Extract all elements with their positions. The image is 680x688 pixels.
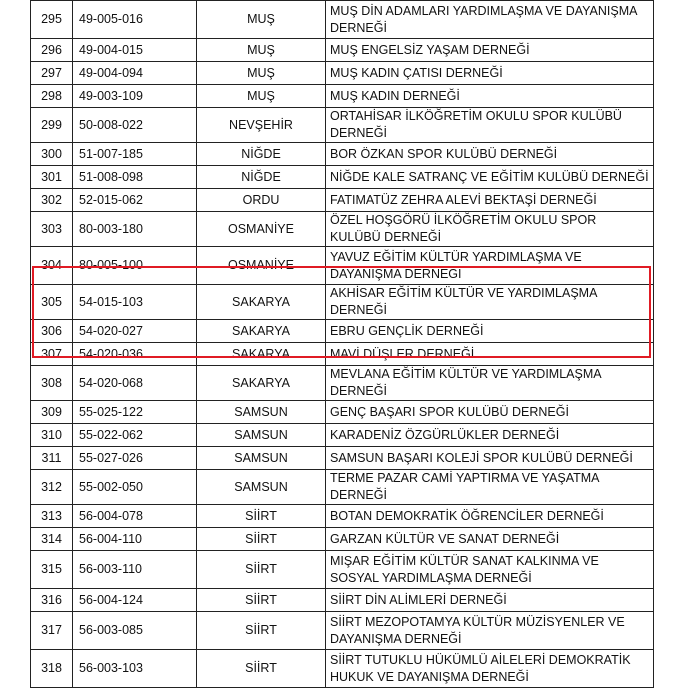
row-association-name: GENÇ BAŞARI SPOR KULÜBÜ DERNEĞİ [326, 401, 654, 424]
row-number: 314 [31, 528, 73, 551]
row-association-name: MEVLANA EĞİTİM KÜLTÜR VE YARDIMLAŞMA DERNEĞİ [326, 366, 654, 401]
row-number: 311 [31, 447, 73, 470]
row-code: 56-003-085 [73, 612, 197, 650]
table-row-highlighted [31, 343, 654, 366]
row-number: 307 [31, 343, 73, 366]
row-city: NİĞDE [197, 166, 326, 189]
table-row [31, 85, 654, 108]
row-city: MUŞ [197, 1, 326, 39]
row-city: SİİRT [197, 528, 326, 551]
row-city: SAKARYA [197, 285, 326, 320]
table-row [31, 62, 654, 85]
row-city: NİĞDE [197, 143, 326, 166]
row-number: 299 [31, 108, 73, 143]
row-association-name: MUŞ ENGELSİZ YAŞAM DERNEĞİ [326, 39, 654, 62]
row-association-name: BOR ÖZKAN SPOR KULÜBÜ DERNEĞİ [326, 143, 654, 166]
row-code: 56-004-078 [73, 505, 197, 528]
row-association-name: MAVİ DÜŞLER DERNEĞİ [326, 343, 654, 366]
row-number: 308 [31, 366, 73, 401]
row-code: 49-004-094 [73, 62, 197, 85]
row-code: 49-004-015 [73, 39, 197, 62]
row-association-name: MUŞ KADIN ÇATISI DERNEĞİ [326, 62, 654, 85]
row-number: 305 [31, 285, 73, 320]
row-association-name: BOTAN DEMOKRATİK ÖĞRENCİLER DERNEĞİ [326, 505, 654, 528]
row-city: OSMANİYE [197, 212, 326, 247]
row-code: 54-015-103 [73, 285, 197, 320]
row-association-name: FATIMATÜZ ZEHRA ALEVİ BEKTAŞİ DERNEĞİ [326, 189, 654, 212]
table-row [31, 589, 654, 612]
table-row [31, 143, 654, 166]
row-code: 50-008-022 [73, 108, 197, 143]
table-row [31, 247, 654, 285]
table-row [31, 650, 654, 688]
row-city: SAKARYA [197, 343, 326, 366]
table-row [31, 424, 654, 447]
row-association-name: MIŞAR EĞİTİM KÜLTÜR SANAT KALKINMA VE SOSYAL YARDIMLAŞMA DERNEĞİ [326, 551, 654, 589]
row-code: 55-025-122 [73, 401, 197, 424]
row-number: 304 [31, 247, 73, 285]
row-code: 56-003-110 [73, 551, 197, 589]
row-code: 80-003-180 [73, 212, 197, 247]
table-row [31, 189, 654, 212]
row-association-name: AKHİSAR EĞİTİM KÜLTÜR VE YARDIMLAŞMA DERNEĞİ [326, 285, 654, 320]
row-city: SİİRT [197, 612, 326, 650]
row-number: 309 [31, 401, 73, 424]
row-number: 310 [31, 424, 73, 447]
table-row-highlighted [31, 320, 654, 343]
table-row [31, 470, 654, 505]
row-number: 317 [31, 612, 73, 650]
row-city: SAMSUN [197, 401, 326, 424]
table-row [31, 39, 654, 62]
row-code: 56-004-110 [73, 528, 197, 551]
row-city: SAKARYA [197, 320, 326, 343]
row-number: 302 [31, 189, 73, 212]
row-number: 315 [31, 551, 73, 589]
row-association-name: MUŞ DİN ADAMLARI YARDIMLAŞMA VE DAYANIŞMA DERNEĞİ [326, 1, 654, 39]
row-city: SİİRT [197, 505, 326, 528]
row-code: 54-020-027 [73, 320, 197, 343]
row-city: SAMSUN [197, 470, 326, 505]
row-number: 296 [31, 39, 73, 62]
table-row [31, 1, 654, 39]
row-code: 55-002-050 [73, 470, 197, 505]
row-number: 297 [31, 62, 73, 85]
row-code: 52-015-062 [73, 189, 197, 212]
row-number: 300 [31, 143, 73, 166]
row-number: 312 [31, 470, 73, 505]
association-table [30, 0, 654, 688]
row-city: SAMSUN [197, 447, 326, 470]
row-number: 301 [31, 166, 73, 189]
row-code: 54-020-036 [73, 343, 197, 366]
table-row [31, 447, 654, 470]
row-code: 80-005-100 [73, 247, 197, 285]
table-row [31, 551, 654, 589]
row-number: 303 [31, 212, 73, 247]
row-number: 316 [31, 589, 73, 612]
row-association-name: MUŞ KADIN DERNEĞİ [326, 85, 654, 108]
row-association-name: SAMSUN BAŞARI KOLEJİ SPOR KULÜBÜ DERNEĞİ [326, 447, 654, 470]
row-city: SAKARYA [197, 366, 326, 401]
row-city: SİİRT [197, 650, 326, 688]
table-row [31, 612, 654, 650]
row-city: OSMANİYE [197, 247, 326, 285]
row-code: 49-003-109 [73, 85, 197, 108]
row-association-name: KARADENİZ ÖZGÜRLÜKLER DERNEĞİ [326, 424, 654, 447]
row-code: 56-004-124 [73, 589, 197, 612]
row-city: MUŞ [197, 85, 326, 108]
row-code: 56-003-103 [73, 650, 197, 688]
row-city: SİİRT [197, 551, 326, 589]
row-code: 55-027-026 [73, 447, 197, 470]
row-association-name: TERME PAZAR CAMİ YAPTIRMA VE YAŞATMA DERNEĞİ [326, 470, 654, 505]
row-number: 295 [31, 1, 73, 39]
row-city: SAMSUN [197, 424, 326, 447]
table-row [31, 528, 654, 551]
row-association-name: GARZAN KÜLTÜR VE SANAT DERNEĞİ [326, 528, 654, 551]
row-city: MUŞ [197, 62, 326, 85]
row-association-name: ÖZEL HOŞGÖRÜ İLKÖĞRETİM OKULU SPOR KULÜBÜ DERNEĞİ [326, 212, 654, 247]
row-association-name: SİİRT TUTUKLU HÜKÜMLÜ AİLELERİ DEMOKRATİK HUKUK VE DAYANIŞMA DERNEĞİ [326, 650, 654, 688]
row-city: SİİRT [197, 589, 326, 612]
row-code: 54-020-068 [73, 366, 197, 401]
row-city: NEVŞEHİR [197, 108, 326, 143]
row-number: 318 [31, 650, 73, 688]
row-number: 313 [31, 505, 73, 528]
table-row [31, 401, 654, 424]
row-code: 55-022-062 [73, 424, 197, 447]
row-number: 298 [31, 85, 73, 108]
row-city: MUŞ [197, 39, 326, 62]
table-row [31, 505, 654, 528]
table-row-highlighted [31, 366, 654, 401]
row-number: 306 [31, 320, 73, 343]
row-association-name: ORTAHİSAR İLKÖĞRETİM OKULU SPOR KULÜBÜ DERNEĞİ [326, 108, 654, 143]
table-row [31, 166, 654, 189]
table-row-highlighted [31, 285, 654, 320]
row-code: 51-008-098 [73, 166, 197, 189]
row-association-name: NİĞDE KALE SATRANÇ VE EĞİTİM KULÜBÜ DERNEĞİ [326, 166, 654, 189]
row-association-name: SİİRT MEZOPOTAMYA KÜLTÜR MÜZİSYENLER VE DAYANIŞMA DERNEĞİ [326, 612, 654, 650]
table-row [31, 212, 654, 247]
row-code: 51-007-185 [73, 143, 197, 166]
row-association-name: YAVUZ EĞİTİM KÜLTÜR YARDIMLAŞMA VE DAYANIŞMA DERNEĞİ [326, 247, 654, 285]
row-association-name: EBRU GENÇLİK DERNEĞİ [326, 320, 654, 343]
table-row [31, 108, 654, 143]
row-city: ORDU [197, 189, 326, 212]
row-code: 49-005-016 [73, 1, 197, 39]
row-association-name: SİİRT DİN ALİMLERİ DERNEĞİ [326, 589, 654, 612]
